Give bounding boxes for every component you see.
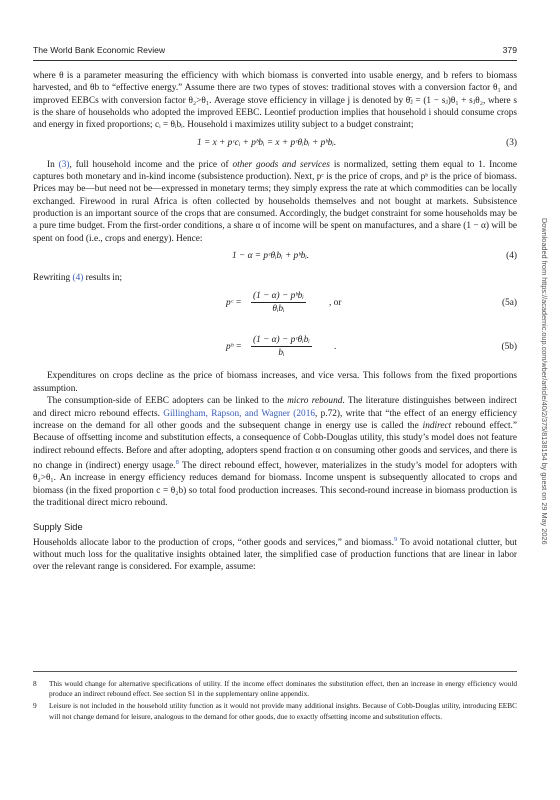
- section-heading: Supply Side: [33, 522, 83, 533]
- equation-4-formula: 1 − α = pᶜθᵢbᵢ + pᵇbᵢ.: [232, 251, 310, 262]
- page-number: 379: [502, 45, 517, 55]
- equation-5b: pᵇ = $\frac{\text{(1 − α) − pᶜθᵢbᵢ}}{\text{bᵢ}}$ . (5b): [226, 335, 517, 359]
- journal-title: The World Bank Economic Review: [33, 45, 166, 55]
- paragraph-2: In (3), full household income and the price of other goods and services is normalized, setting them equal to 1. Income captures both monetary and in-kind income (subsistence production). Next, pᶜ is the price of crops, and pᵇ is the price of biomass. Prices may be—but need not be—expressed in monetary terms; they simply express the rate at which commodities can be locally exchanged. Firewood in rural Africa is often collected by households themselves and not bought at markets. Subsistence production is an important source of the crops that are consumed. Accordingly, the budget constraint for some households may be a pure time budget. From the first-order conditions, a share α of income will be spent on manufactures, and a share (1 − α) will be spent on food (i.e., crops and energy). Hence:: [33, 159, 517, 244]
- equation-4-number: (4): [506, 251, 517, 262]
- equation-5a-number: (5a): [502, 298, 517, 309]
- equation-4-link[interactable]: (4): [72, 273, 84, 284]
- citation-link[interactable]: Gillingham, Rapson, and Wagner (2016: [163, 408, 315, 419]
- equation-4: [33, 250, 517, 267]
- footnote-8-link[interactable]: 8: [175, 458, 179, 466]
- equation-5b-fraction: $\frac{\text{(1 − α) − pᶜθᵢbᵢ}}{\text{bᵢ}}$: [253, 335, 310, 359]
- download-watermark: Downloaded from https://academic.oup.com/wber/article/40/2/375/8138154 by guest on 29 May 2026: [540, 218, 549, 545]
- equation-5b-lhs: pᵇ =: [226, 342, 242, 353]
- equation-3: [33, 137, 517, 154]
- paragraph-6: Households allocate labor to the production of crops, “other goods and services,” and biomass.$^9$ To avoid notational clutter, but without much loss for the qualitative insights obtained later, the simplified case of production functions that are linear in labor over the relevant range is considered. For example, assume:: [33, 535, 517, 573]
- footnote-9-link[interactable]: 9: [394, 535, 398, 543]
- footnotes: [33, 679, 517, 724]
- equation-3-number: (3): [506, 137, 517, 148]
- footnote-rule: [33, 671, 517, 672]
- footnote-8: 8 This would change for alternative specifications of utility. If the income effect dominates the substitution effect, then an increase in energy efficiency would produce an indirect rebound effect. See section S1 in the supplementary online appendix.: [33, 679, 517, 699]
- paragraph-5: The consumption-side of EEBC adopters can be linked to the micro rebound. The literature distinguishes between indirect and direct micro rebound effects. Gillingham, Rapson, and Wagner (2016, p.72), write that “the effect of an energy efficiency increase on the demand for all other goods and the subsequent change in energy use is called the indirect rebound effect.” Because of offsetting income and substitution effects, a consequence of Cobb-Douglas utility, this study’s model does not feature indirect rebound effects. Before and after adopting, adopters spend fraction α on consuming other goods and services, and there is no change in (indirect) energy usage.$^8$ The direct rebound effect, however, materializes in the study’s model for adopters with θ₂>θ₁. An increase in energy efficiency reduces demand for biomass. Income unspent is subsequently allocated to crops and biomass (in the fixed proportion c = θ₂b) so total food production increases. This second-round increase in biomass production is the traditional direct micro rebound.: [33, 396, 517, 508]
- footnote-9: 9 Leisure is not included in the household utility function as it would not provide many additional insights. Because of Cobb-Douglas utility, introducing EEBC will not change demand for leisure, analogous to the demand for other goods, due to exactly offsetting income and substitution effects.: [33, 701, 517, 721]
- equation-5a-lhs: pᶜ =: [226, 298, 242, 309]
- equation-3-link[interactable]: (3): [58, 159, 70, 170]
- header-rule: [33, 60, 517, 61]
- paragraph-3: Rewriting (4) results in;: [33, 273, 123, 284]
- paragraph-1: where θ is a parameter measuring the efficiency with which biomass is converted into usable energy, and b refers to biomass harvested, and θb to “effective energy.” Assume there are two types of stoves: traditional stoves with a conversion factor θ₁ and improved EEBCs with conversion factor θ₂>θ₁. Average stove efficiency in village j is denoted by θ̄ⱼ = (1 − sⱼ)θ₁ + sⱼθ₂, where s is the share of households who adopted the improved EEBC. Leontief production implies that household i should consume crops and energy in fixed proportions; cᵢ = θᵢbᵢ. Household i maximizes utility subject to a budget constraint;: [33, 71, 517, 131]
- main-text: [33, 70, 517, 574]
- equation-5a-fraction: $\frac{\text{(1 − α) − pᵇbᵢ}}{\text{θᵢbᵢ}}$: [253, 291, 304, 315]
- equation-3-formula: 1 = x + pᶜcᵢ + pᵇbᵢ = x + pᶜθᵢbᵢ + pᵇbᵢ.: [197, 137, 337, 148]
- equation-5a: pᶜ = $\frac{\text{(1 − α) − pᵇbᵢ}}{\text{θᵢbᵢ}}$ , or (5a): [226, 291, 517, 315]
- running-header: [33, 45, 517, 57]
- equation-5b-number: (5b): [501, 342, 517, 353]
- paragraph-4: Expenditures on crops decline as the price of biomass increases, and vice versa. This follows from the fixed proportions assumption.: [33, 371, 517, 394]
